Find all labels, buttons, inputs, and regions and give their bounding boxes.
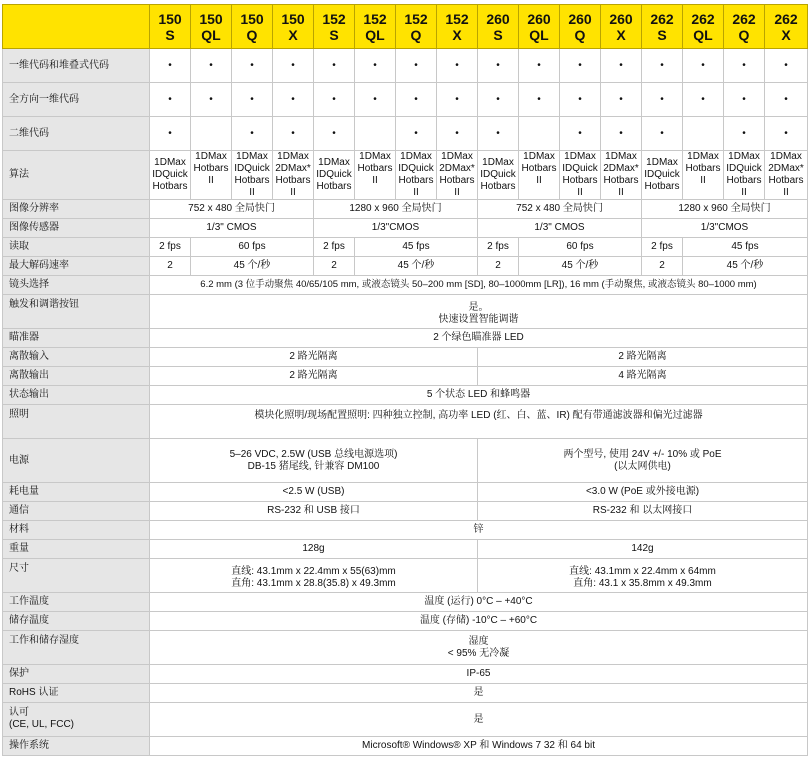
value-cell: 142g <box>478 540 808 559</box>
spec-table <box>2 4 808 756</box>
value-cell: 是 <box>150 684 808 703</box>
support-dot: • <box>314 83 355 117</box>
support-dot: • <box>314 49 355 83</box>
algo-cell: 1DMax IDQuick Hotbars <box>478 151 519 200</box>
model-header: 150 S <box>150 5 191 49</box>
value-cell: Microsoft® Windows® XP 和 Windows 7 32 和 64 bit <box>150 737 808 756</box>
row-label: 状态输出 <box>3 386 150 405</box>
value-cell: 45 个/秒 <box>519 257 642 276</box>
row-label: RoHS 认证 <box>3 684 150 703</box>
value-cell: 1/3"CMOS <box>314 219 478 238</box>
algo-cell: 1DMax IDQuick Hotbars II <box>396 151 437 200</box>
row-label: 耗电量 <box>3 483 150 502</box>
algo-cell: 1DMax IDQuick Hotbars <box>150 151 191 200</box>
support-dot: • <box>150 117 191 151</box>
empty-cell <box>519 117 560 151</box>
row-trigger <box>3 295 808 329</box>
support-dot: • <box>478 49 519 83</box>
value-cell: 直线: 43.1mm x 22.4mm x 55(63)mm 直角: 43.1mm x 28.8(35.8) x 49.3mm <box>150 559 478 593</box>
row-approvals <box>3 703 808 737</box>
value-cell: 1280 x 960 全局快门 <box>314 200 478 219</box>
row-communications <box>3 502 808 521</box>
row-label: 一维代码和堆叠式代码 <box>3 49 150 83</box>
row-omni <box>3 83 808 117</box>
support-dot: • <box>396 83 437 117</box>
value-cell: 锌 <box>150 521 808 540</box>
value-cell: 2 个绿色瞄准器 LED <box>150 329 808 348</box>
support-dot: • <box>519 49 560 83</box>
row-label: 认可 (CE, UL, FCC) <box>3 703 150 737</box>
value-cell: RS-232 和 USB 接口 <box>150 502 478 521</box>
algo-cell: 1DMax IDQuick Hotbars II <box>724 151 765 200</box>
value-cell: 温度 (存储) -10°C – +60°C <box>150 612 808 631</box>
row-lens <box>3 276 808 295</box>
value-cell: 2 fps <box>150 238 191 257</box>
row-label: 触发和调谐按钮 <box>3 295 150 329</box>
row-discrete-input <box>3 348 808 367</box>
model-header: 152 QL <box>355 5 396 49</box>
value-cell: 6.2 mm (3 位手动聚焦 40/65/105 mm, 或液态镜头 50–200 mm [SD], 80–1000mm [LR]), 16 mm (手动聚焦, 或液态镜头 80–1000 mm) <box>150 276 808 295</box>
row-label: 图像分辨率 <box>3 200 150 219</box>
row-label: 工作温度 <box>3 593 150 612</box>
support-dot: • <box>478 117 519 151</box>
value-cell: 直线: 43.1mm x 22.4mm x 64mm 直角: 43.1 x 35.8mm x 49.3mm <box>478 559 808 593</box>
value-cell: 45 个/秒 <box>355 257 478 276</box>
support-dot: • <box>683 83 724 117</box>
row-label: 操作系统 <box>3 737 150 756</box>
model-header: 150 X <box>273 5 314 49</box>
row-consumption <box>3 483 808 502</box>
model-header: 262 X <box>765 5 808 49</box>
row-operating-temp <box>3 593 808 612</box>
support-dot: • <box>232 83 273 117</box>
row-label: 瞄准器 <box>3 329 150 348</box>
row-label: 电源 <box>3 439 150 483</box>
algo-cell: 1DMax 2DMax* Hotbars II <box>765 151 808 200</box>
row-sensor <box>3 219 808 238</box>
row-read <box>3 238 808 257</box>
row-label: 材料 <box>3 521 150 540</box>
row-label: 图像传感器 <box>3 219 150 238</box>
support-dot: • <box>437 49 478 83</box>
algo-cell: 1DMax Hotbars II <box>355 151 396 200</box>
support-dot: • <box>191 49 232 83</box>
row-storage-temp <box>3 612 808 631</box>
model-header: 150 Q <box>232 5 273 49</box>
model-header: 150 QL <box>191 5 232 49</box>
header-corner <box>3 5 150 49</box>
support-dot: • <box>396 49 437 83</box>
model-header: 260 X <box>601 5 642 49</box>
support-dot: • <box>642 83 683 117</box>
row-lighting <box>3 405 808 439</box>
value-cell: 1/3" CMOS <box>478 219 642 238</box>
support-dot: • <box>314 117 355 151</box>
support-dot: • <box>560 117 601 151</box>
row-label: 通信 <box>3 502 150 521</box>
support-dot: • <box>724 49 765 83</box>
row-label: 全方向一维代码 <box>3 83 150 117</box>
row-aimer <box>3 329 808 348</box>
value-cell: 60 fps <box>519 238 642 257</box>
support-dot: • <box>724 117 765 151</box>
row-label: 最大解码速率 <box>3 257 150 276</box>
empty-cell <box>683 117 724 151</box>
value-cell: 2 路光隔离 <box>150 367 478 386</box>
value-cell: 45 fps <box>355 238 478 257</box>
support-dot: • <box>519 83 560 117</box>
row-protection <box>3 665 808 684</box>
value-cell: 模块化照明/现场配置照明: 四种独立控制, 高功率 LED (红、白、蓝、IR) 配有带通滤波器和偏光过滤器 <box>150 405 808 439</box>
algo-cell: 1DMax IDQuick Hotbars <box>642 151 683 200</box>
value-cell: 1/3"CMOS <box>642 219 808 238</box>
support-dot: • <box>273 83 314 117</box>
value-cell: 2 fps <box>314 238 355 257</box>
value-cell: 128g <box>150 540 478 559</box>
value-cell: 752 x 480 全局快门 <box>478 200 642 219</box>
algo-cell: 1DMax 2DMax* Hotbars II <box>437 151 478 200</box>
row-weight <box>3 540 808 559</box>
support-dot: • <box>683 49 724 83</box>
value-cell: 1280 x 960 全局快门 <box>642 200 808 219</box>
algo-cell: 1DMax IDQuick Hotbars II <box>232 151 273 200</box>
value-cell: 两个型号, 使用 24V +/- 10% 或 PoE (以太网供电) <box>478 439 808 483</box>
row-max-rate <box>3 257 808 276</box>
algo-cell: 1DMax Hotbars II <box>683 151 724 200</box>
value-cell: 2 路光隔离 <box>478 348 808 367</box>
value-cell: 2 <box>314 257 355 276</box>
support-dot: • <box>765 49 808 83</box>
support-dot: • <box>437 83 478 117</box>
support-dot: • <box>642 117 683 151</box>
model-header: 260 QL <box>519 5 560 49</box>
value-cell: 是 <box>150 703 808 737</box>
model-header: 262 QL <box>683 5 724 49</box>
algo-cell: 1DMax Hotbars II <box>519 151 560 200</box>
support-dot: • <box>273 117 314 151</box>
value-cell: 2 fps <box>478 238 519 257</box>
model-header: 260 Q <box>560 5 601 49</box>
value-cell: 2 <box>478 257 519 276</box>
value-cell: 45 fps <box>683 238 808 257</box>
value-cell: RS-232 和 以太网接口 <box>478 502 808 521</box>
row-label: 储存温度 <box>3 612 150 631</box>
support-dot: • <box>601 117 642 151</box>
row-label: 照明 <box>3 405 150 439</box>
row-power <box>3 439 808 483</box>
support-dot: • <box>601 49 642 83</box>
support-dot: • <box>396 117 437 151</box>
model-header: 152 X <box>437 5 478 49</box>
value-cell: 60 fps <box>191 238 314 257</box>
value-cell: 湿度 < 95% 无冷凝 <box>150 631 808 665</box>
row-resolution <box>3 200 808 219</box>
value-cell: 2 fps <box>642 238 683 257</box>
support-dot: • <box>765 83 808 117</box>
value-cell: 5–26 VDC, 2.5W (USB 总线电源选项) DB-15 猪尾线, 针兼容 DM100 <box>150 439 478 483</box>
row-label: 二维代码 <box>3 117 150 151</box>
value-cell: <3.0 W (PoE 或外接电源) <box>478 483 808 502</box>
support-dot: • <box>150 83 191 117</box>
empty-cell <box>355 117 396 151</box>
model-header: 152 S <box>314 5 355 49</box>
row-2d <box>3 117 808 151</box>
algo-cell: 1DMax Hotbars II <box>191 151 232 200</box>
support-dot: • <box>355 83 396 117</box>
row-label: 尺寸 <box>3 559 150 593</box>
value-cell: 45 个/秒 <box>191 257 314 276</box>
value-cell: 温度 (运行) 0°C – +40°C <box>150 593 808 612</box>
support-dot: • <box>765 117 808 151</box>
row-status-output <box>3 386 808 405</box>
value-cell: 4 路光隔离 <box>478 367 808 386</box>
model-header: 262 S <box>642 5 683 49</box>
algo-cell: 1DMax 2DMax* Hotbars II <box>273 151 314 200</box>
row-label: 离散输入 <box>3 348 150 367</box>
support-dot: • <box>601 83 642 117</box>
support-dot: • <box>150 49 191 83</box>
header-row <box>3 5 808 49</box>
algo-cell: 1DMax IDQuick Hotbars II <box>560 151 601 200</box>
row-label: 保护 <box>3 665 150 684</box>
row-rohs <box>3 684 808 703</box>
value-cell: 752 x 480 全局快门 <box>150 200 314 219</box>
empty-cell <box>191 117 232 151</box>
value-cell: 5 个状态 LED 和蜂鸣器 <box>150 386 808 405</box>
support-dot: • <box>478 83 519 117</box>
support-dot: • <box>560 49 601 83</box>
model-header: 262 Q <box>724 5 765 49</box>
support-dot: • <box>560 83 601 117</box>
algo-cell: 1DMax IDQuick Hotbars <box>314 151 355 200</box>
row-os <box>3 737 808 756</box>
row-material <box>3 521 808 540</box>
model-header: 152 Q <box>396 5 437 49</box>
row-humidity <box>3 631 808 665</box>
row-label: 工作和储存湿度 <box>3 631 150 665</box>
value-cell: 2 路光隔离 <box>150 348 478 367</box>
value-cell: <2.5 W (USB) <box>150 483 478 502</box>
row-discrete-output <box>3 367 808 386</box>
model-header: 260 S <box>478 5 519 49</box>
support-dot: • <box>355 49 396 83</box>
value-cell: IP-65 <box>150 665 808 684</box>
support-dot: • <box>642 49 683 83</box>
value-cell: 2 <box>642 257 683 276</box>
value-cell: 2 <box>150 257 191 276</box>
row-label: 读取 <box>3 238 150 257</box>
support-dot: • <box>232 49 273 83</box>
row-size <box>3 559 808 593</box>
algo-cell: 1DMax 2DMax* Hotbars II <box>601 151 642 200</box>
row-label: 重量 <box>3 540 150 559</box>
value-cell: 是。 快速设置智能调谐 <box>150 295 808 329</box>
row-label: 算法 <box>3 151 150 200</box>
value-cell: 1/3" CMOS <box>150 219 314 238</box>
support-dot: • <box>724 83 765 117</box>
row-label: 离散输出 <box>3 367 150 386</box>
support-dot: • <box>191 83 232 117</box>
value-cell: 45 个/秒 <box>683 257 808 276</box>
row-algorithm <box>3 151 808 200</box>
row-label: 镜头选择 <box>3 276 150 295</box>
support-dot: • <box>273 49 314 83</box>
row-linear <box>3 49 808 83</box>
support-dot: • <box>232 117 273 151</box>
support-dot: • <box>437 117 478 151</box>
